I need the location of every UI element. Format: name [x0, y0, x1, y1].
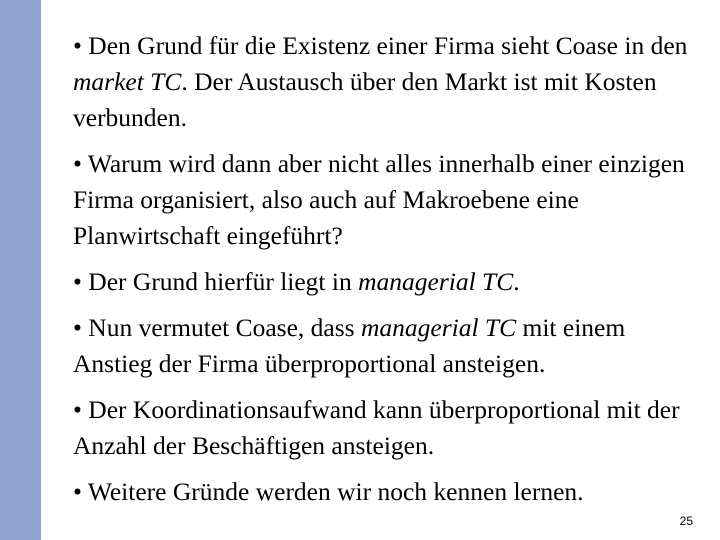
- bullet-3-italic-term: managerial TC: [358, 267, 514, 296]
- bullet-2-text: • Warum wird dann aber nicht alles innerhalb einer einzigen Firma organisiert, also auch auf Makroebene eine Planwirtschaft eingeführt?: [73, 149, 685, 250]
- bullet-1-text-b: . Der Austausch über den Markt ist mit Kosten verbunden.: [73, 67, 657, 132]
- bullet-3-text-b: .: [513, 267, 520, 296]
- bullet-item-2: [73, 146, 701, 254]
- bullet-3-text-a: • Der Grund hierfür liegt in: [73, 267, 359, 296]
- bullet-5-text: • Der Koordinationsaufwand kann überproportional mit der Anzahl der Beschäftigen ansteigen.: [73, 395, 680, 460]
- bullet-6-text: • Weitere Gründe werden wir noch kennen lernen.: [73, 477, 584, 506]
- bullet-item-6: [73, 474, 701, 510]
- bullet-item-3: [73, 264, 701, 300]
- side-accent-bar: [0, 0, 41, 540]
- bullet-item-1: [73, 28, 701, 136]
- bullet-1-text-a: • Den Grund für die Existenz einer Firma sieht Coase in den: [73, 31, 688, 60]
- bullet-item-4: [73, 310, 701, 382]
- bullet-4-italic-term: managerial TC: [360, 313, 517, 342]
- bullet-1-italic-term: market TC: [73, 67, 182, 96]
- bullet-4-text-b: mit einem Anstieg der Firma überproportional ansteigen.: [73, 313, 626, 378]
- slide-content: [73, 28, 701, 520]
- bullet-4-text-a: • Nun vermutet Coase, dass: [73, 313, 361, 342]
- slide-page-number: 25: [679, 514, 693, 528]
- bullet-item-5: [73, 392, 701, 464]
